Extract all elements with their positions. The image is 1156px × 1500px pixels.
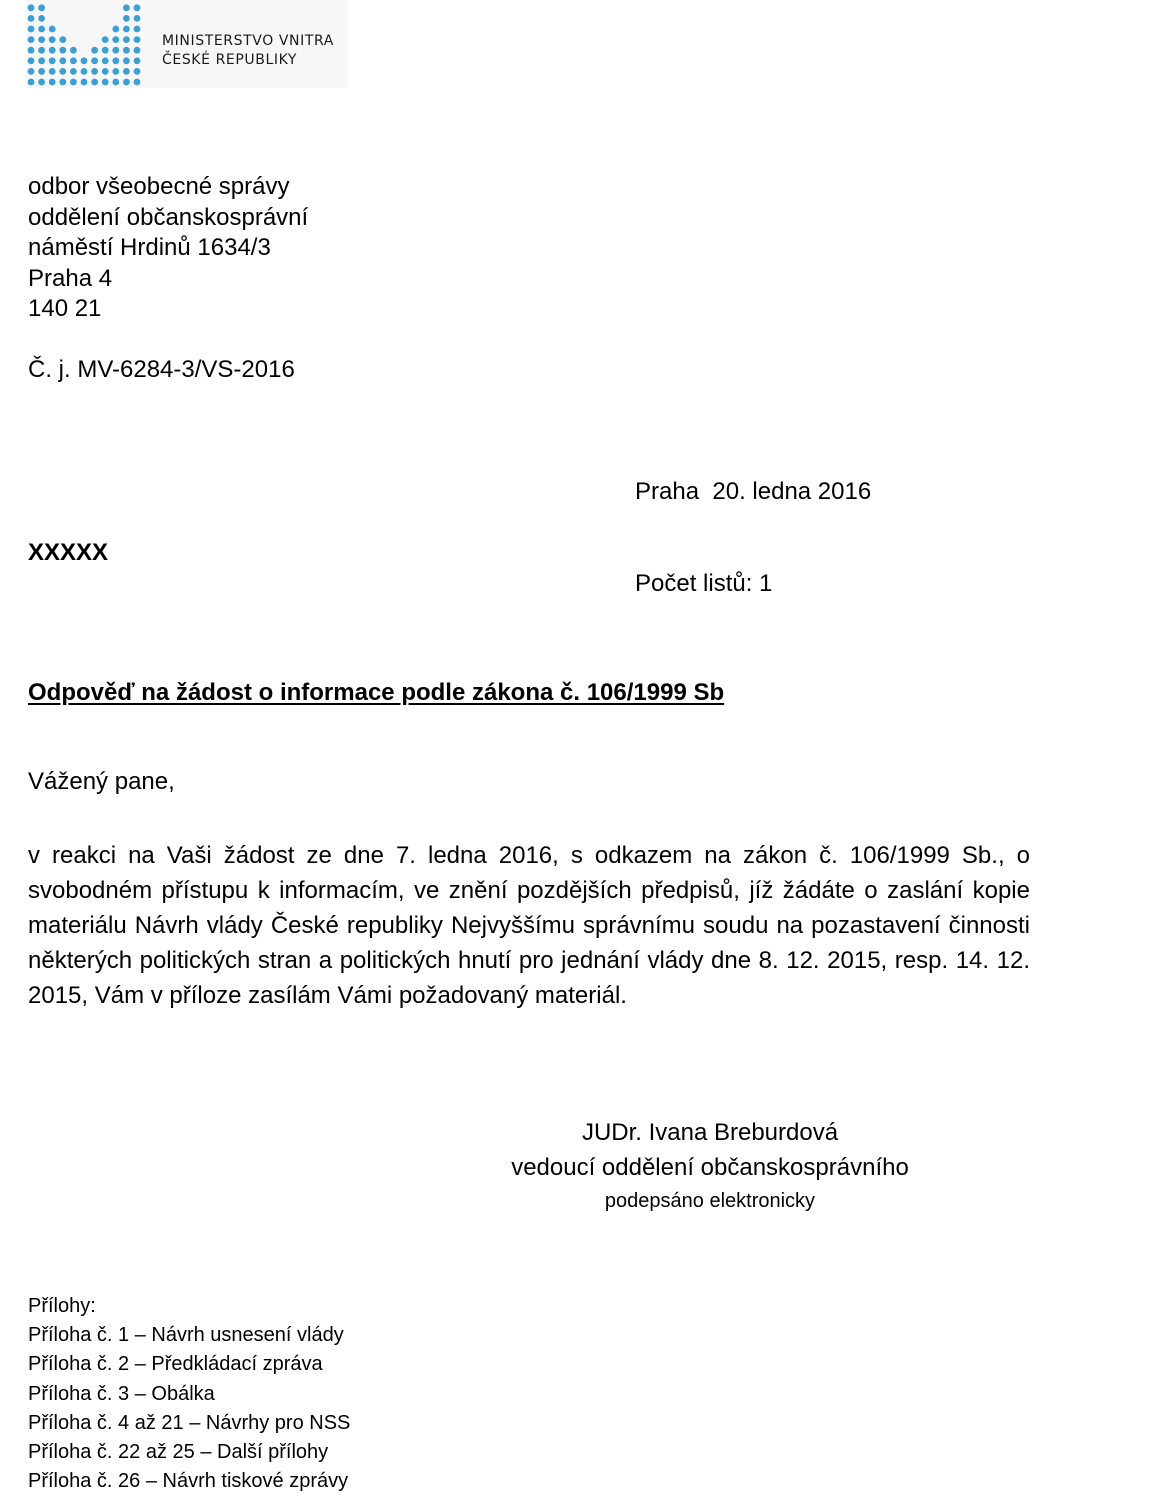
logo-dot: [81, 68, 88, 75]
page-count: Počet listů: 1: [635, 569, 773, 597]
salutation: Vážený pane,: [28, 768, 175, 795]
sender-address: [28, 172, 308, 325]
logo-dot: [38, 47, 45, 54]
logo-line-1: MINISTERSTVO VNITRA: [162, 33, 334, 49]
address-line: náměstí Hrdinů 1634/3: [28, 234, 271, 261]
logo-dot: [28, 4, 35, 11]
logo-dot: [102, 47, 109, 54]
logo-dot-mark: [26, 0, 156, 88]
logo-dot: [123, 47, 130, 54]
attachment-item: Příloha č. 1 – Návrh usnesení vlády: [28, 1324, 344, 1347]
logo-dot: [123, 79, 130, 86]
logo-dot: [59, 36, 66, 43]
address-line: oddělení občanskosprávní: [28, 203, 309, 231]
logo-dot: [49, 68, 56, 75]
logo-dot: [28, 26, 35, 33]
logo-dot: [59, 68, 66, 75]
logo-dot: [134, 36, 141, 43]
logo-dot: [112, 26, 119, 33]
logo-dot: [28, 79, 35, 86]
logo-dot: [70, 79, 77, 86]
logo-dot: [49, 47, 56, 54]
attachment-item: Příloha č. 26 – Návrh tiskové zprávy: [28, 1470, 349, 1493]
logo-dot: [112, 47, 119, 54]
date-block: [635, 416, 871, 630]
logo-dot: [123, 26, 130, 33]
logo-dot: [70, 47, 77, 54]
reference-number: Č. j. MV-6284-3/VS-2016: [28, 356, 295, 383]
logo-dot: [38, 26, 45, 33]
attachment-item: Příloha č. 4 až 21 – Návrhy pro NSS: [28, 1411, 351, 1434]
logo-dot: [70, 57, 77, 64]
attachments-list: [28, 1292, 350, 1496]
signature-note: podepsáno elektronicky: [604, 1190, 816, 1212]
logo-dot: [112, 36, 119, 43]
logo-dot: [38, 68, 45, 75]
attachments-heading: Přílohy:: [28, 1295, 96, 1317]
ministry-logo: [26, 0, 348, 88]
logo-dot: [91, 68, 98, 75]
logo-dot: [91, 47, 98, 54]
attachment-item: Příloha č. 3 – Obálka: [28, 1382, 215, 1405]
logo-dot: [134, 57, 141, 64]
logo-dot: [102, 68, 109, 75]
logo-dot: [28, 57, 35, 64]
logo-dot: [38, 4, 45, 11]
attachment-item: Příloha č. 2 – Předkládací zpráva: [28, 1353, 323, 1376]
logo-dot: [112, 68, 119, 75]
logo-dot: [123, 15, 130, 22]
logo-dot: [38, 57, 45, 64]
logo-dot: [59, 79, 66, 86]
logo-text: [162, 32, 334, 70]
logo-dot: [134, 68, 141, 75]
logo-dot: [38, 36, 45, 43]
logo-dot: [59, 57, 66, 64]
logo-dot: [134, 15, 141, 22]
logo-dot: [70, 68, 77, 75]
logo-dot: [123, 36, 130, 43]
logo-dot: [49, 57, 56, 64]
recipient: XXXXX: [28, 539, 109, 566]
logo-dot: [28, 68, 35, 75]
logo-dot: [81, 79, 88, 86]
subject-line: Odpověď na žádost o informace podle zákona č. 106/1999 Sb: [28, 679, 725, 706]
logo-dot: [134, 47, 141, 54]
address-line: Praha 4: [28, 264, 113, 292]
logo-dot: [134, 26, 141, 33]
logo-dot: [91, 79, 98, 86]
logo-dot: [123, 68, 130, 75]
address-line: 140 21: [28, 295, 102, 322]
logo-dot: [134, 79, 141, 86]
logo-dot: [49, 26, 56, 33]
logo-dot: [134, 4, 141, 11]
logo-dot: [49, 79, 56, 86]
logo-dot: [28, 47, 35, 54]
logo-dot: [81, 57, 88, 64]
logo-dot: [28, 15, 35, 22]
logo-line-2: ČESKÉ REPUBLIKY: [162, 52, 298, 68]
logo-dot: [38, 15, 45, 22]
logo-dot: [102, 36, 109, 43]
logo-dot: [91, 57, 98, 64]
letter-date: Praha 20. ledna 2016: [635, 478, 872, 505]
logo-dot: [112, 79, 119, 86]
logo-dot: [59, 47, 66, 54]
logo-dot: [112, 57, 119, 64]
logo-dot: [123, 57, 130, 64]
logo-dot: [123, 4, 130, 11]
signatory-name: JUDr. Ivana Breburdová: [581, 1119, 839, 1146]
signatory-role: vedoucí oddělení občanskosprávního: [511, 1154, 909, 1181]
attachment-item: Příloha č. 22 až 25 – Další přílohy: [28, 1441, 329, 1464]
address-line: odbor všeobecné správy: [28, 173, 290, 200]
logo-dot: [102, 57, 109, 64]
logo-dot: [49, 36, 56, 43]
logo-dot: [38, 79, 45, 86]
logo-dot: [28, 36, 35, 43]
letter-body: v reakci na Vaši žádost ze dne 7. ledna 2016, s odkazem na zákon č. 106/1999 Sb., o svobodném přístupu k informacím, ve znění pozdějších předpisů, jíž žádáte o zaslání kopie materiálu Návrh vlády České republiky Nejvyššímu správnímu soudu na pozastavení činnosti některých politických stran a politických hnutí pro jednání vlády dne 8. 12. 2015, resp. 14. 12. 2015, Vám v příloze zasílám Vámi požadovaný materiál.: [28, 842, 1030, 1009]
logo-dot: [102, 79, 109, 86]
